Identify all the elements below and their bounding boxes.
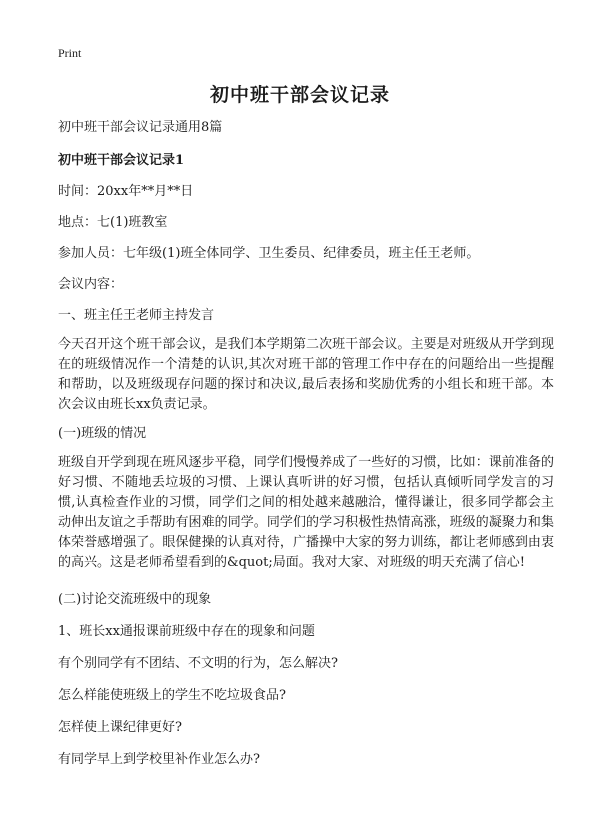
print-label: Print (58, 46, 82, 60)
question-1: 有个别同学有不团结、不文明的行为，怎么解决? (58, 656, 338, 671)
meeting-time: 时间：20xx年**月**日 (58, 184, 194, 199)
question-4: 有同学早上到学校里补作业怎么办? (58, 752, 260, 767)
meeting-participants: 参加人员：七年级(1)班全体同学、卫生委员、纪律委员，班主任王老师。 (58, 246, 480, 261)
question-2: 怎么样能使班级上的学生不吃垃圾食品? (58, 688, 286, 703)
question-3: 怎样使上课纪律更好? (58, 720, 182, 735)
subsection-class-situation: (一)班级的情况 (58, 426, 147, 441)
document-title: 初中班干部会议记录 (209, 84, 390, 106)
paragraph-opening: 今天召开这个班干部会议，是我们本学期第二次班干部会议。主要是对班级从开学到现在的班级情况作一个清楚的认识,其次对班干部的管理工作中存在的问题给出一些提醒和帮助，以及班级现存问题的探讨和决议,最后表扬和奖励优秀的小组长和班干部。本次会议由班长xx负责记录。 (58, 337, 554, 412)
section-heading: 初中班干部会议记录1 (58, 153, 185, 168)
discussion-point-1: 1、班长xx通报课前班级中存在的现象和问题 (58, 624, 315, 639)
agenda-item-1: 一、班主任王老师主持发言 (58, 308, 215, 323)
meeting-place: 地点：七(1)班教室 (58, 215, 168, 230)
meeting-content-label: 会议内容： (58, 277, 124, 292)
paragraph-class-situation: 班级自开学到现在班风逐步平稳，同学们慢慢养成了一些好的习惯，比如：课前准备的好习惯、不随地丢垃圾的习惯、上课认真听讲的好习惯，包括认真倾听同学发言的习惯,认真检查作业的习惯，同学们之间的相处越来越融洽，懂得谦让，很多同学都会主动伸出友谊之手帮助有困难的同学。同学们的学习积极性热情高涨，班级的凝聚力和集体荣誉感增强了。眼保健操的认真对待，广播操中大家的努力训练，都让老师感到由衷的高兴。这是老师希望看到的&quot;局面。我对大家、对班级的明天充满了信心! (58, 455, 554, 570)
document-subtitle: 初中班干部会议记录通用8篇 (58, 120, 223, 135)
subsection-discussion: (二)讨论交流班级中的现象 (58, 592, 212, 607)
